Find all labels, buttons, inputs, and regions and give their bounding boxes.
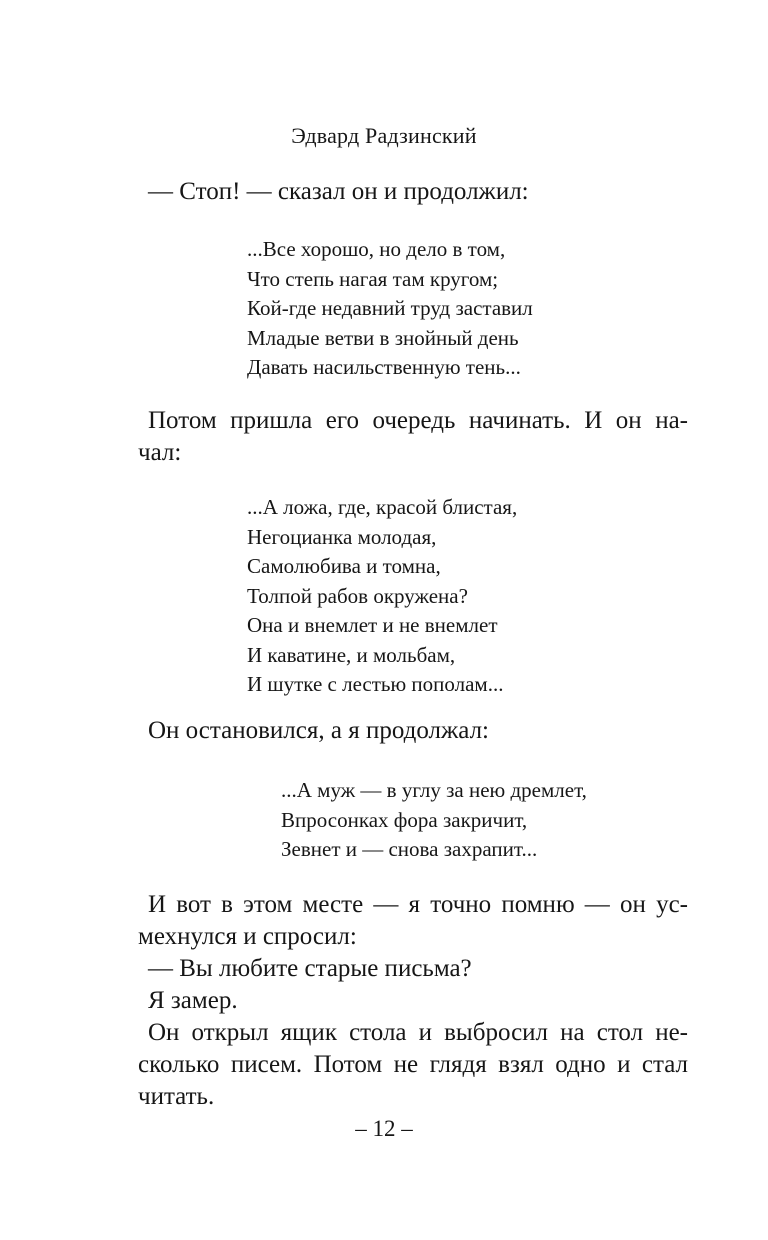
verse-line: Негоцианка молодая,: [247, 524, 437, 549]
verse-line: Младые ветви в знойный день: [247, 325, 519, 350]
paragraph-smile: [138, 889, 688, 953]
verse-line: ...Все хорошо, но дело в том,: [247, 237, 506, 261]
paragraph-froze: [148, 985, 688, 1017]
verse-block-2: [247, 493, 517, 700]
verse-line: Кой-где недавний труд заставил: [247, 296, 533, 320]
paragraph-stop: [148, 176, 688, 208]
prose-line: чал:: [138, 439, 182, 466]
prose-line: Он остановился, а я продолжал:: [148, 717, 489, 744]
verse-line: Самолюбива и томна,: [247, 554, 441, 578]
paragraph-turn: [138, 405, 688, 469]
verse-line: Зевнет и — снова захрапит...: [281, 837, 538, 861]
prose-line: — Вы любите старые письма?: [148, 955, 472, 982]
verse-line: И каватине, и мольбам,: [247, 642, 456, 667]
prose-line: — Стоп! — сказал он и продолжил:: [148, 178, 529, 205]
verse-line: И шутке с лестью пополам...: [247, 672, 504, 696]
verse-line: ...А муж — в углу за нею дремлет,: [281, 778, 587, 802]
running-header: Эдвард Радзинский: [291, 123, 477, 148]
verse-line: Что степь нагая там кругом;: [247, 266, 499, 291]
prose-line: Я замер.: [148, 987, 238, 1014]
page-number: – 12 –: [355, 1116, 413, 1141]
verse-line: ...А ложа, где, красой блистая,: [247, 495, 518, 519]
verse-block-3: [281, 776, 587, 865]
verse-block-1: [247, 235, 533, 383]
verse-line: Толпой рабов окружена?: [247, 583, 468, 608]
prose-line: мехнулся и спросил:: [138, 923, 357, 950]
prose-line: сколько писем. Потом не глядя взял одно и стал: [138, 1051, 688, 1078]
prose-line: Он открыл ящик стола и выбросил на стол не-: [148, 1019, 688, 1046]
prose-line: читать.: [138, 1083, 215, 1110]
verse-line: Давать насильственную тень...: [247, 355, 521, 379]
prose-line: И вот в этом месте — я точно помню — он ус-: [148, 891, 688, 918]
prose-line: Потом пришла его очередь начинать. И он на-: [148, 407, 688, 434]
paragraph-stopped: [148, 715, 688, 747]
paragraph-question: [148, 953, 688, 985]
verse-line: Впросонках фора закричит,: [281, 807, 528, 832]
paragraph-letters: [138, 1017, 688, 1113]
verse-line: Она и внемлет и не внемлет: [247, 613, 498, 637]
